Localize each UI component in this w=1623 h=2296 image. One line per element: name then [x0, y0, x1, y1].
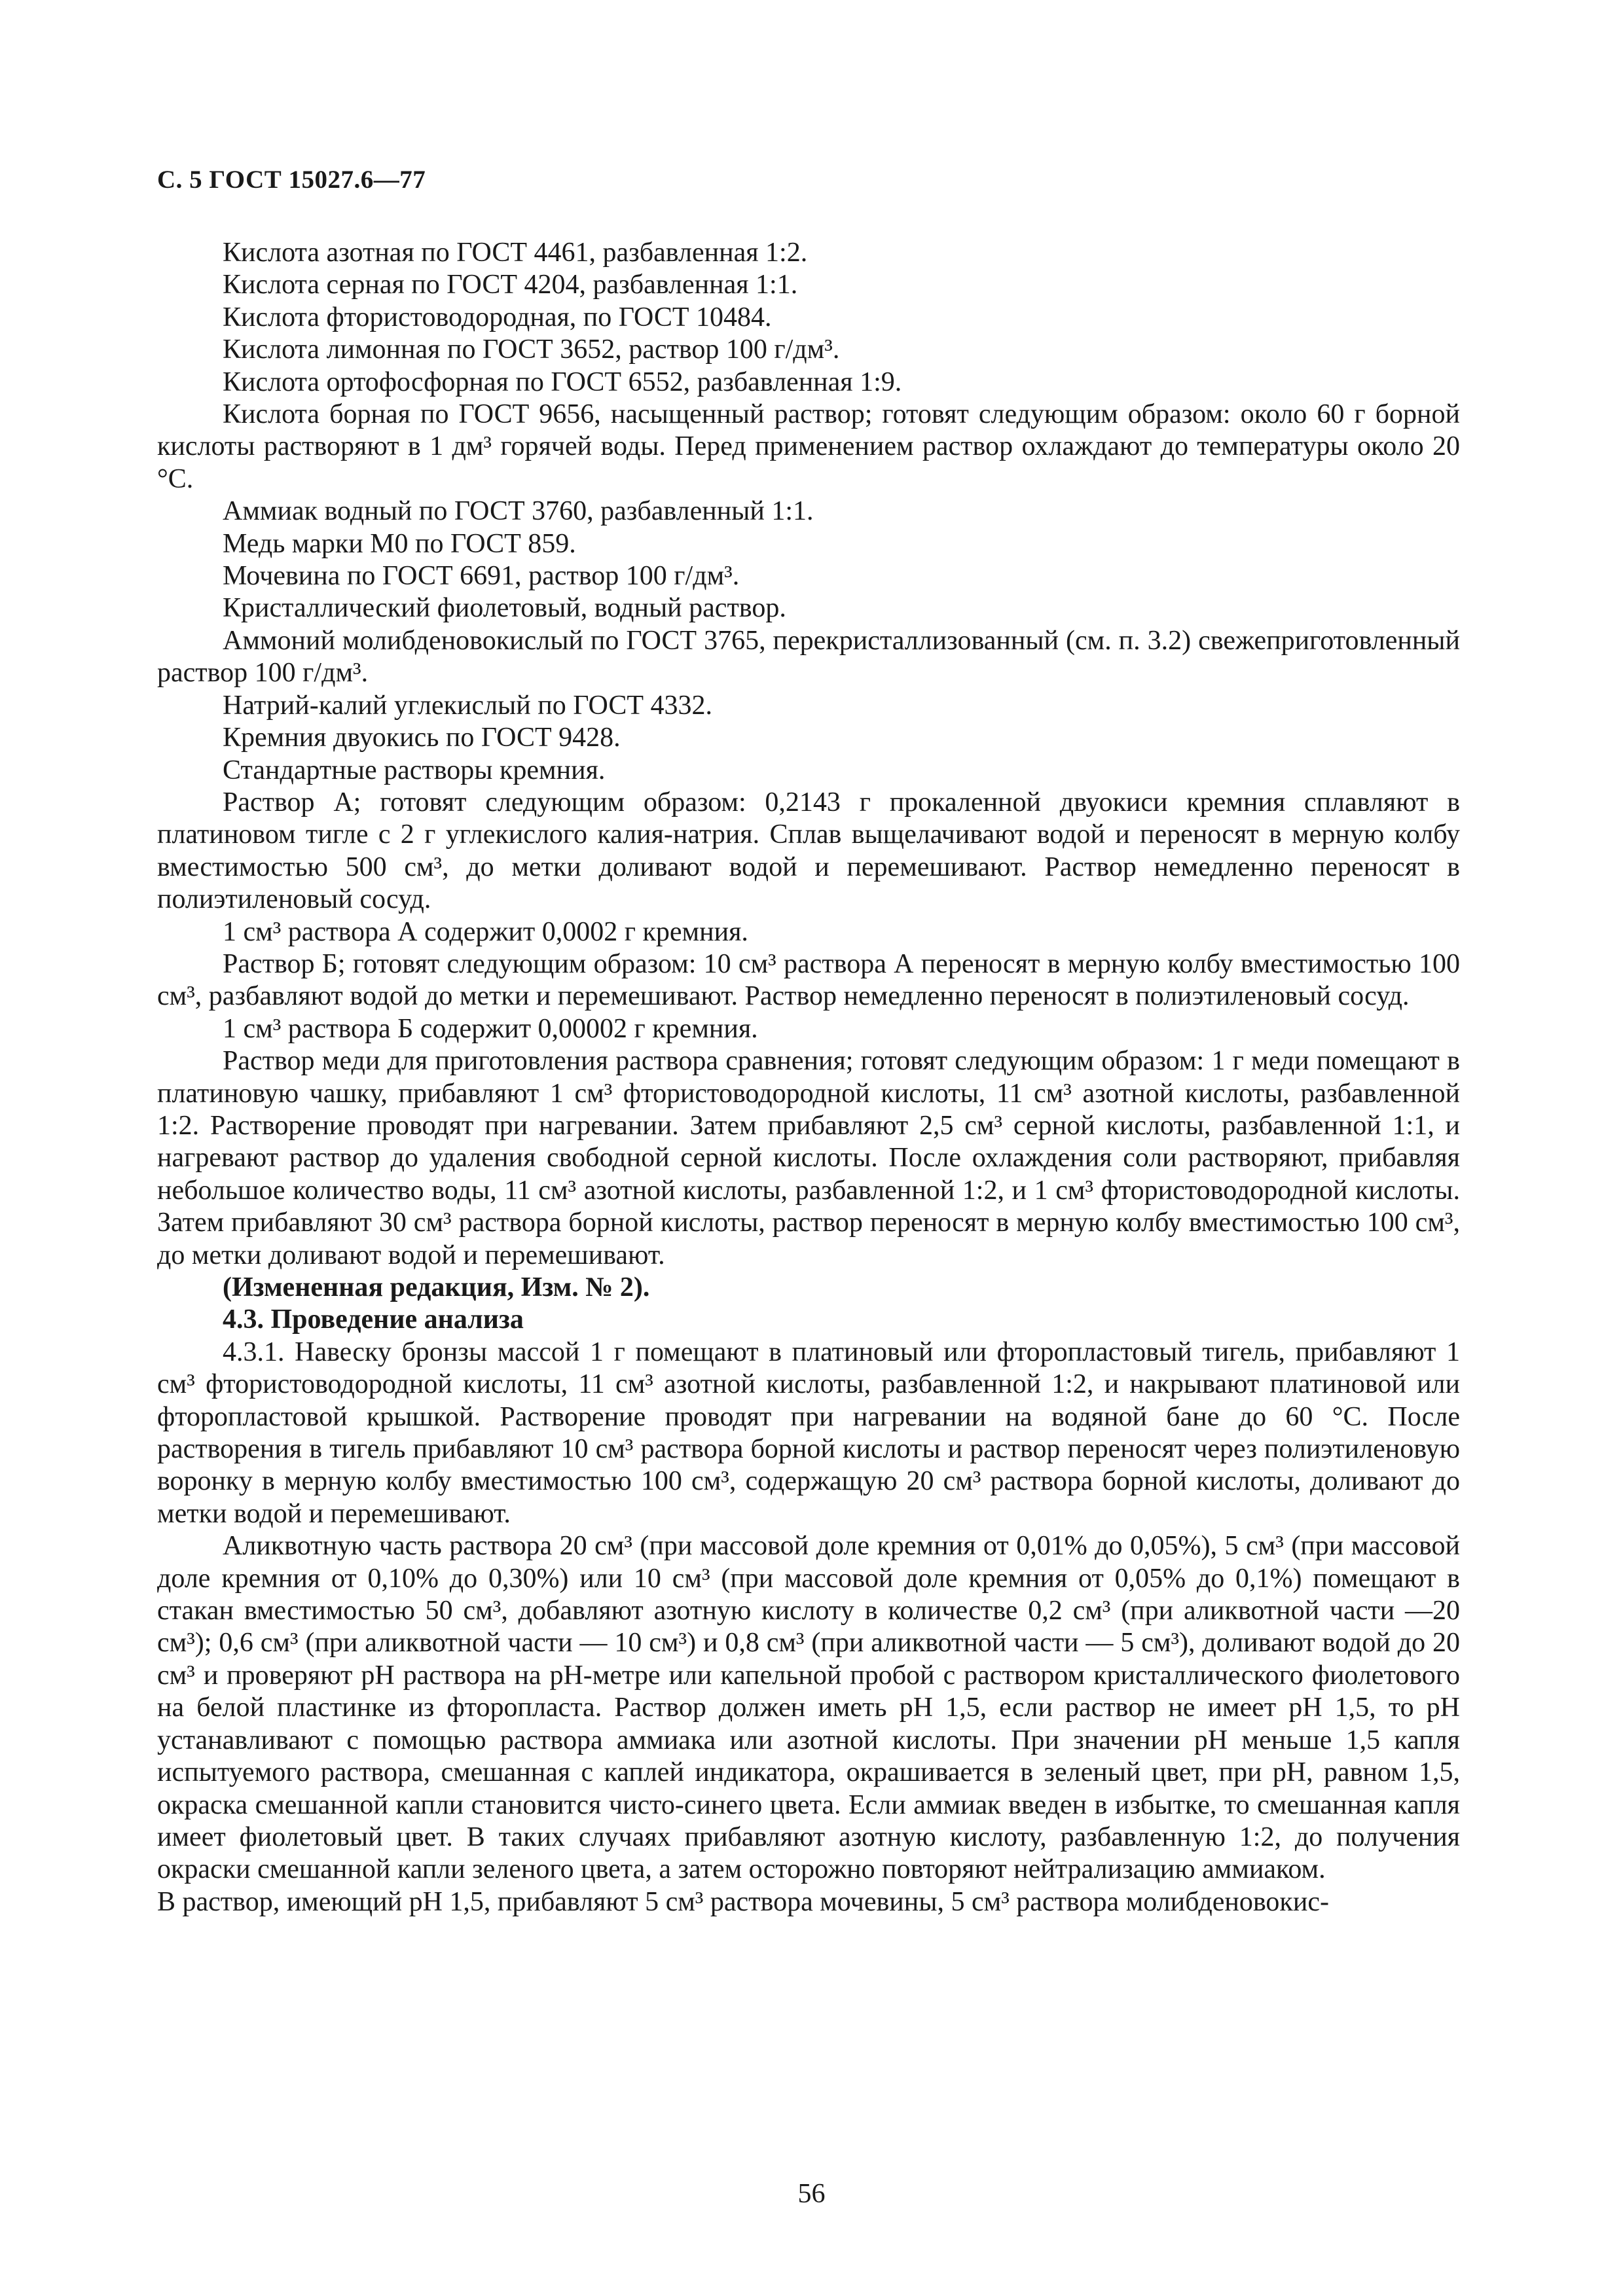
paragraph: Аликвотную часть раствора 20 см³ (при массовой доле кремния от 0,01% до 0,05%), 5 см³ (при массовой доле кремния от 0,10% до 0,30%) или 10 см³ (при массовой доле кремния от 0,05% до 0,1%) помещают в стакан вместимостью 50 см³, добавляют азотную кислоту в количестве 0,2 см³ (при аликвотной части —20 см³); 0,6 см³ (при аликвотной части — 10 см³) и 0,8 см³ (при аликвотной части — 5 см³), доливают водой до 20 см³ и проверяют pH раствора на pH-метре или капельной пробой с раствором кристаллического фиолетового на белой пластинке из фторопласта. Раствор должен иметь pH 1,5, если раствор не имеет pH 1,5, то pH устанавливают с помощью раствора аммиака или азотной кислоты. При значении pH меньше 1,5 капля испытуемого раствора, смешанная с каплей индикатора, окрашивается в зеленый цвет, при pH, равном 1,5, окраска смешанной капли становится чисто-синего цвета. Если аммиак введен в избытке, то смешанная капля имеет фиолетовый цвет. В таких случаях прибавляют азотную кислоту, разбавленную 1:2, до получения окраски смешанной капли зеленого цвета, а затем осторожно повторяют нейтрализацию аммиаком. [157, 1531, 1460, 1885]
paragraph: Аммиак водный по ГОСТ 3760, разбавленный 1:1. [223, 496, 814, 527]
paragraph: В раствор, имеющий pH 1,5, прибавляют 5 см³ раствора мочевины, 5 см³ раствора молибденовокис- [157, 1886, 1329, 1917]
paragraph: Кремния двуокись по ГОСТ 9428. [223, 723, 621, 753]
paragraph: Стандартные растворы кремния. [223, 755, 606, 785]
paragraph: Кислота ортофосфорная по ГОСТ 6552, разбавленная 1:9. [223, 367, 902, 397]
section-heading: 4.3. Проведение анализа [223, 1304, 524, 1335]
paragraph: Кристаллический фиолетовый, водный раствор. [223, 593, 786, 624]
paragraph: 4.3.1. Навеску бронзы массой 1 г помещают в платиновый или фторопластовый тигель, прибавляют 1 см³ фтористоводородной кислоты, 11 см³ азотной кислоты, разбавленной 1:2, и накрывают платиновой или фторопластовой крышкой. Растворение проводят при нагревании на водяной бане до 60 °C. После растворения в тигель прибавляют 10 см³ раствора борной кислоты и раствор переносят через полиэтиленовую воронку в мерную колбу вместимостью 100 см³, содержащую 20 см³ раствора борной кислоты, доливают до метки водой и перемешивают. [157, 1336, 1460, 1529]
paragraph: Раствор Б; готовят следующим образом: 10 см³ раствора А переносят в мерную колбу вместимостью 100 см³, разбавляют водой до метки и перемешивают. Раствор немедленно переносят в полиэтиленовый сосуд. [157, 948, 1460, 1012]
paragraph: Медь марки М0 по ГОСТ 859. [223, 528, 576, 559]
document-body [157, 237, 1460, 1918]
page-header: С. 5 ГОСТ 15027.6—77 [157, 166, 426, 194]
paragraph: 1 см³ раствора Б содержит 0,00002 г кремния. [223, 1013, 758, 1044]
paragraph: Кислота азотная по ГОСТ 4461, разбавленная 1:2. [223, 238, 808, 268]
paragraph: Кислота серная по ГОСТ 4204, разбавленная 1:1. [223, 270, 798, 300]
paragraph: Раствор А; готовят следующим образом: 0,2143 г прокаленной двуокиси кремния сплавляют в платиновом тигле с 2 г углекислого калия-натрия. Сплав выщелачивают водой и переносят в мерную колбу вместимостью 500 см³, до метки доливают водой и перемешивают. Раствор немедленно переносят в полиэтиленовый сосуд. [157, 787, 1460, 915]
paragraph: Раствор меди для приготовления раствора сравнения; готовят следующим образом: 1 г меди помещают в платиновую чашку, прибавляют 1 см³ фтористоводородной кислоты, 11 см³ азотной кислоты, разбавленной 1:2. Растворение проводят при нагревании. Затем прибавляют 2,5 см³ серной кислоты, разбавленной 1:1, и нагревают раствор до удаления свободной серной кислоты. После охлаждения соли растворяют, прибавляя небольшое количество воды, 11 см³ азотной кислоты, разбавленной 1:2, и 1 см³ фтористоводородной кислоты. Затем прибавляют 30 см³ раствора борной кислоты, раствор переносят в мерную колбу вместимостью 100 см³, до метки доливают водой и перемешивают. [157, 1046, 1460, 1270]
paragraph: Мочевина по ГОСТ 6691, раствор 100 г/дм³. [223, 561, 740, 592]
section-heading: (Измененная редакция, Изм. № 2). [223, 1272, 650, 1302]
paragraph: Кислота борная по ГОСТ 9656, насыщенный раствор; готовят следующим образом: около 60 г борной кислоты растворяют в 1 дм³ горячей воды. Перед применением раствор охлаждают до температуры около 20 °C. [157, 399, 1460, 494]
paragraph: Кислота лимонная по ГОСТ 3652, раствор 100 г/дм³. [223, 334, 840, 365]
page-number: 56 [797, 2179, 826, 2209]
paragraph: Аммоний молибденовокислый по ГОСТ 3765, перекристаллизованный (см. п. 3.2) свежеприготовленный раствор 100 г/дм³. [157, 625, 1460, 689]
paragraph: Кислота фтористоводородная, по ГОСТ 10484. [223, 302, 772, 332]
paragraph: Натрий-калий углекислый по ГОСТ 4332. [223, 690, 712, 721]
paragraph: 1 см³ раствора А содержит 0,0002 г кремния. [223, 916, 748, 947]
